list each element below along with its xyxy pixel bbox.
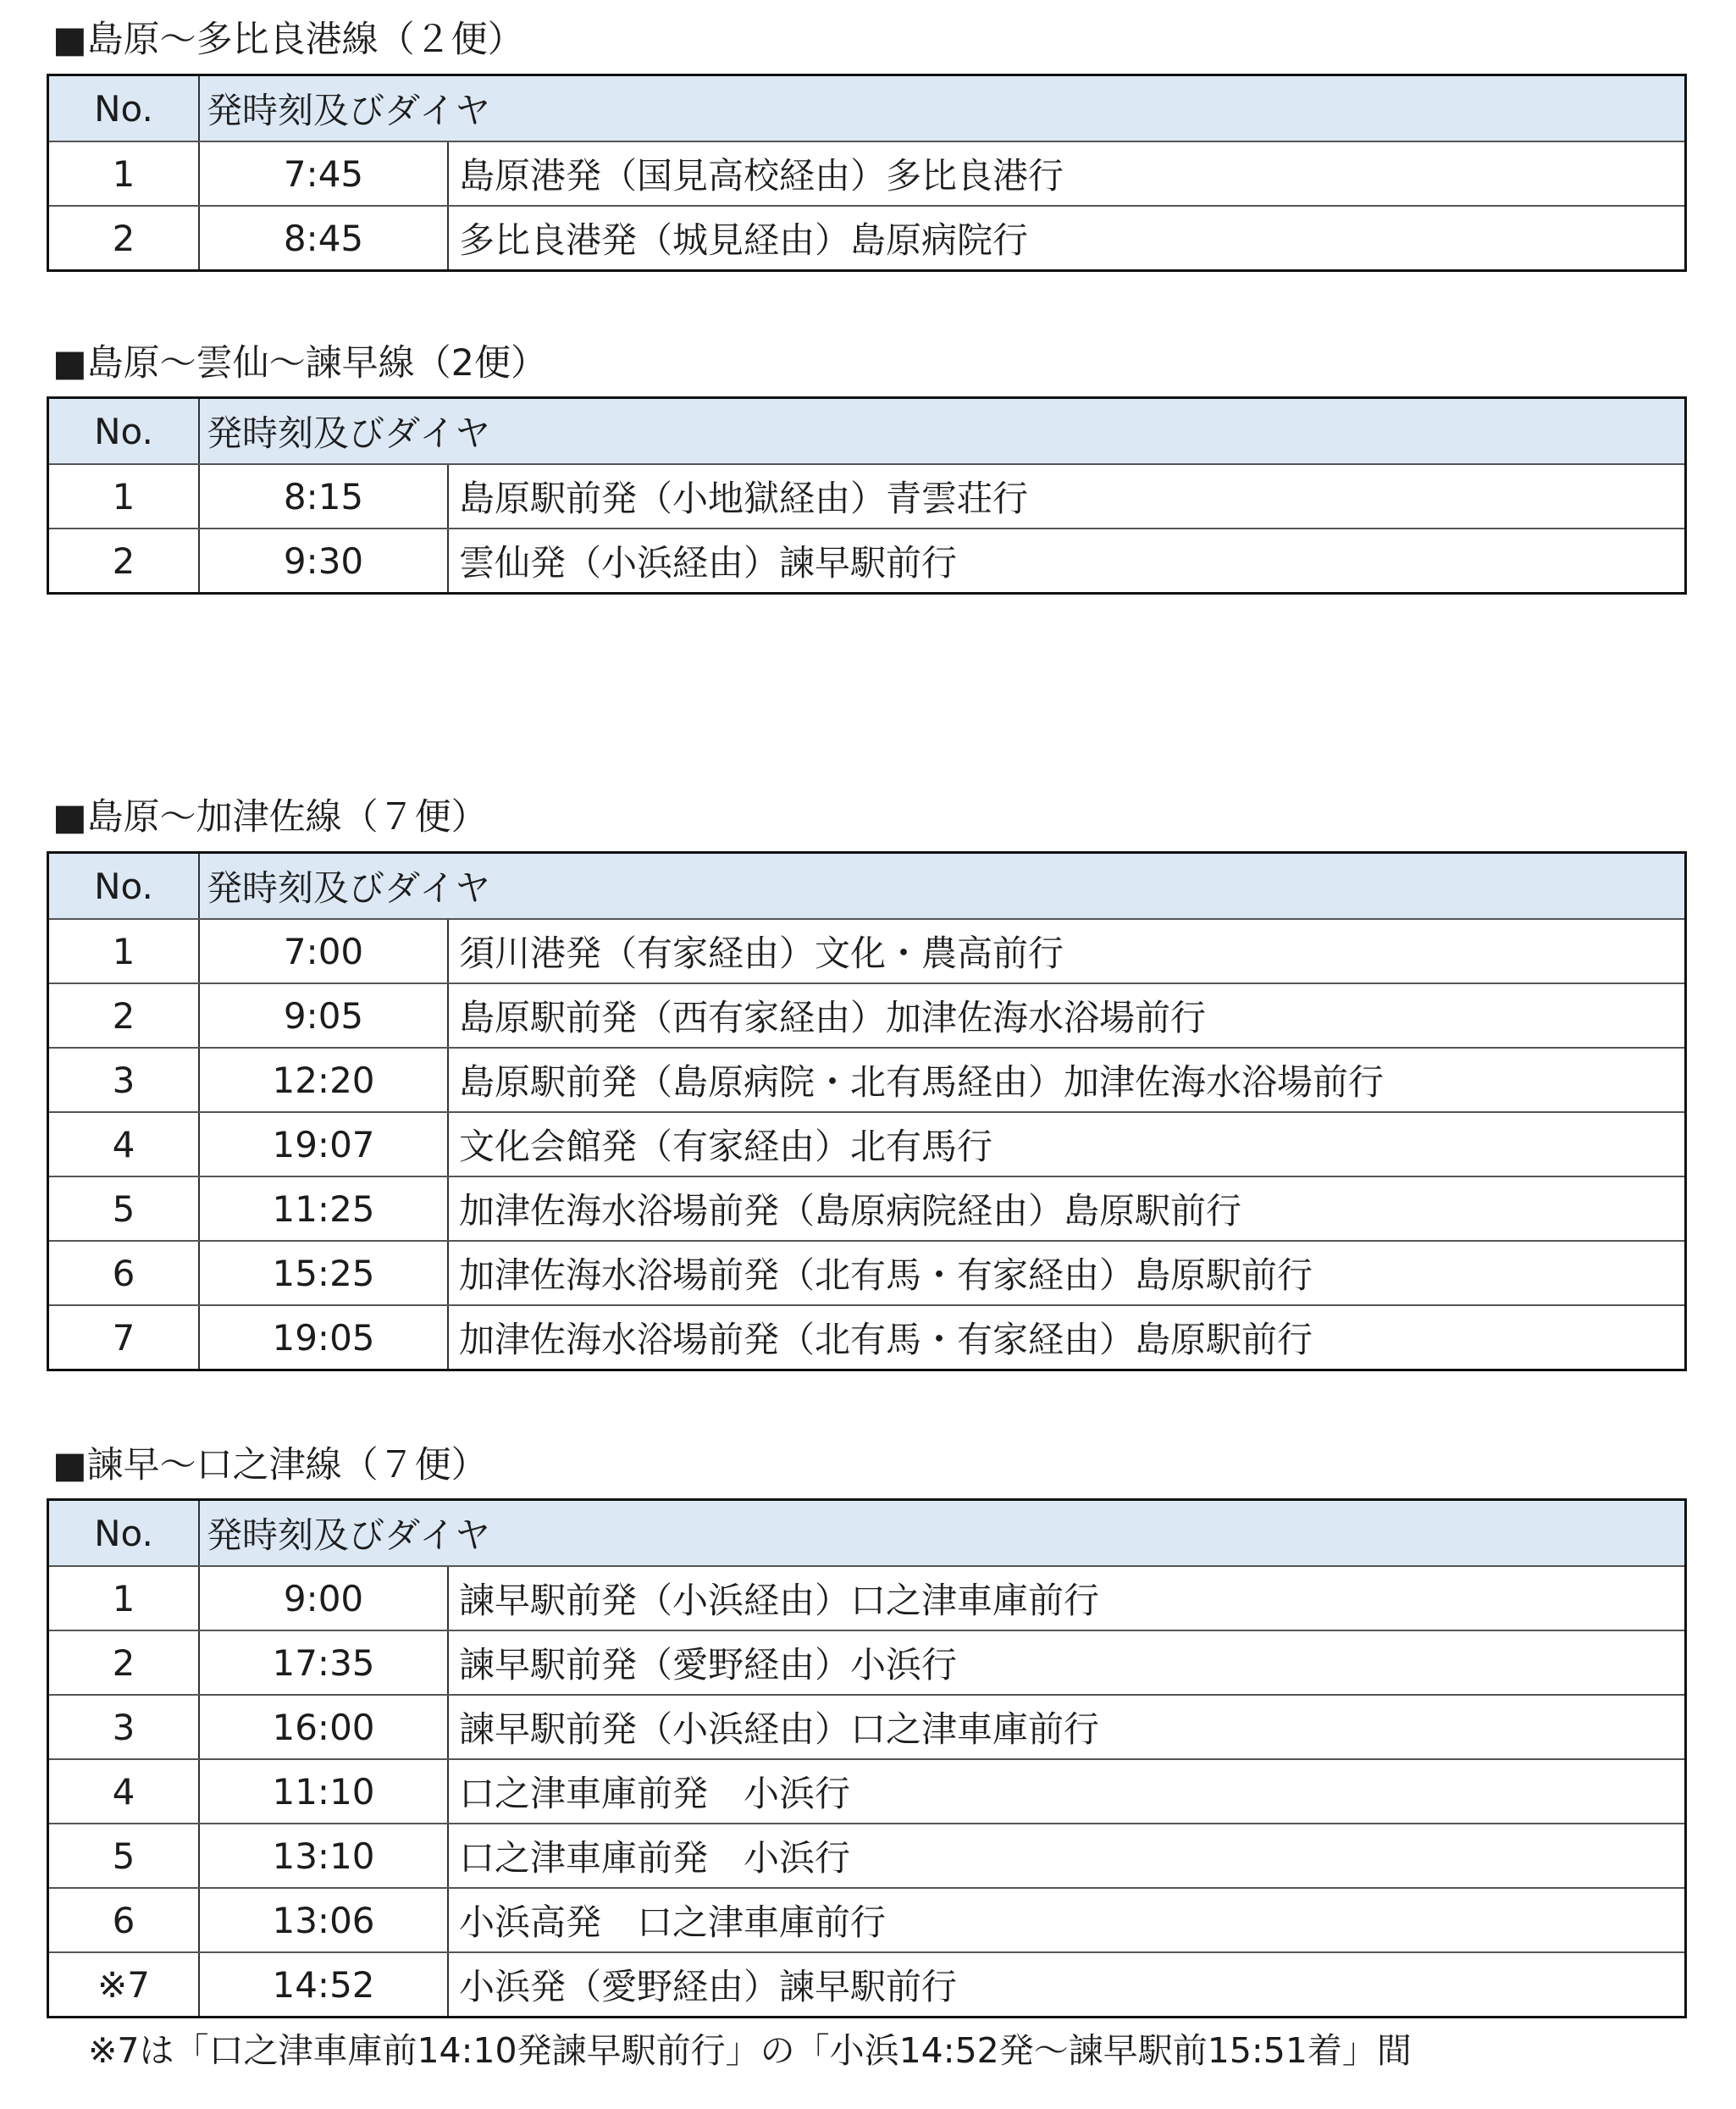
- cell-time: 13:10: [198, 1824, 447, 1887]
- cell-no: 2: [112, 217, 135, 259]
- cell-route: 須川港発（有家経由）文化・農高前行: [447, 920, 1684, 983]
- cell-route: 諫早駅前発（小浜経由）口之津車庫前行: [447, 1696, 1684, 1758]
- timetable: [47, 1498, 1687, 2018]
- table-row: [49, 1630, 1684, 1694]
- cell-route: 口之津車庫前発 小浜行: [447, 1824, 1684, 1887]
- timetable: [47, 851, 1687, 1371]
- section-title: ■諫早～口之津線（７便）: [53, 1444, 488, 1486]
- header-schedule: 発時刻及びダイヤ: [198, 399, 1684, 463]
- cell-time: 19:05: [198, 1306, 447, 1369]
- table-row: [49, 1304, 1684, 1369]
- cell-no: 1: [112, 1577, 135, 1619]
- cell-time: 11:25: [198, 1177, 447, 1240]
- footnote: ※7は「口之津車庫前14:10発諫早駅前行」の「小浜14:52発～諫早駅前15:51着」間: [88, 2030, 1412, 2071]
- table-row: [49, 205, 1684, 269]
- cell-time: 12:20: [198, 1049, 447, 1111]
- cell-route: 口之津車庫前発 小浜行: [447, 1760, 1684, 1823]
- cell-no: 5: [112, 1835, 135, 1877]
- table-row: [49, 1047, 1684, 1111]
- cell-time: 19:07: [198, 1113, 447, 1176]
- table-row: [49, 1951, 1684, 2016]
- cell-time: 14:52: [198, 1953, 447, 2016]
- cell-time: 16:00: [198, 1696, 447, 1758]
- table-row: [49, 1111, 1684, 1176]
- table-row: [49, 1823, 1684, 1887]
- cell-no: 3: [112, 1706, 135, 1748]
- cell-no: 4: [112, 1770, 135, 1813]
- cell-route: 島原駅前発（小地獄経由）青雲荘行: [447, 465, 1684, 528]
- table-row: [49, 1240, 1684, 1304]
- cell-time: 17:35: [198, 1631, 447, 1694]
- cell-no: 6: [112, 1899, 135, 1941]
- cell-route: 雲仙発（小浜経由）諫早駅前行: [447, 529, 1684, 592]
- cell-time: 9:30: [198, 529, 447, 592]
- cell-no: 6: [112, 1252, 135, 1294]
- table-row: [49, 983, 1684, 1047]
- cell-time: 9:05: [198, 984, 447, 1047]
- cell-route: 諫早駅前発（小浜経由）口之津車庫前行: [447, 1567, 1684, 1630]
- cell-no: 7: [112, 1316, 135, 1359]
- header-schedule: 発時刻及びダイヤ: [198, 854, 1684, 918]
- cell-no: 1: [112, 475, 135, 518]
- section-title: ■島原～多比良港線（２便）: [53, 19, 524, 61]
- section-title: ■島原～雲仙～諫早線（2便）: [53, 342, 547, 385]
- cell-no: 1: [112, 930, 135, 972]
- header-no: No.: [94, 865, 153, 907]
- table-row: [49, 463, 1684, 528]
- table-row: [49, 528, 1684, 592]
- header-row: [49, 399, 1684, 463]
- cell-no: 3: [112, 1059, 135, 1101]
- cell-route: 小浜高発 口之津車庫前行: [447, 1889, 1684, 1951]
- cell-route: 加津佐海水浴場前発（島原病院経由）島原駅前行: [447, 1177, 1684, 1240]
- timetable: [47, 74, 1687, 272]
- header-no: No.: [94, 87, 153, 130]
- table-row: [49, 1694, 1684, 1758]
- header-no: No.: [94, 410, 153, 452]
- cell-no: ※7: [97, 1963, 150, 2006]
- cell-route: 文化会館発（有家経由）北有馬行: [447, 1113, 1684, 1176]
- header-row: [49, 76, 1684, 141]
- cell-route: 島原港発（国見高校経由）多比良港行: [447, 142, 1684, 205]
- header-schedule: 発時刻及びダイヤ: [198, 76, 1684, 141]
- cell-time: 11:10: [198, 1760, 447, 1823]
- cell-no: 2: [112, 540, 135, 582]
- table-row: [49, 1887, 1684, 1951]
- cell-time: 15:25: [198, 1242, 447, 1304]
- cell-route: 多比良港発（城見経由）島原病院行: [447, 207, 1684, 269]
- header-schedule: 発時刻及びダイヤ: [198, 1501, 1684, 1565]
- cell-route: 島原駅前発（西有家経由）加津佐海水浴場前行: [447, 984, 1684, 1047]
- cell-time: 13:06: [198, 1889, 447, 1951]
- header-row: [49, 854, 1684, 918]
- table-row: [49, 1565, 1684, 1630]
- cell-time: 9:00: [198, 1567, 447, 1630]
- cell-route: 加津佐海水浴場前発（北有馬・有家経由）島原駅前行: [447, 1306, 1684, 1369]
- table-row: [49, 141, 1684, 205]
- cell-no: 1: [112, 152, 135, 195]
- cell-route: 諫早駅前発（愛野経由）小浜行: [447, 1631, 1684, 1694]
- table-row: [49, 1176, 1684, 1240]
- cell-no: 4: [112, 1123, 135, 1165]
- cell-time: 7:00: [198, 920, 447, 983]
- cell-time: 8:45: [198, 207, 447, 269]
- cell-route: 島原駅前発（島原病院・北有馬経由）加津佐海水浴場前行: [447, 1049, 1684, 1111]
- cell-no: 2: [112, 1641, 135, 1684]
- header-row: [49, 1501, 1684, 1565]
- timetable: [47, 396, 1687, 595]
- cell-route: 加津佐海水浴場前発（北有馬・有家経由）島原駅前行: [447, 1242, 1684, 1304]
- table-row: [49, 918, 1684, 983]
- cell-no: 5: [112, 1187, 135, 1230]
- header-no: No.: [94, 1512, 153, 1554]
- cell-time: 8:15: [198, 465, 447, 528]
- cell-no: 2: [112, 994, 135, 1037]
- cell-time: 7:45: [198, 142, 447, 205]
- cell-route: 小浜発（愛野経由）諫早駅前行: [447, 1953, 1684, 2016]
- section-title: ■島原～加津佐線（７便）: [53, 796, 488, 839]
- table-row: [49, 1758, 1684, 1823]
